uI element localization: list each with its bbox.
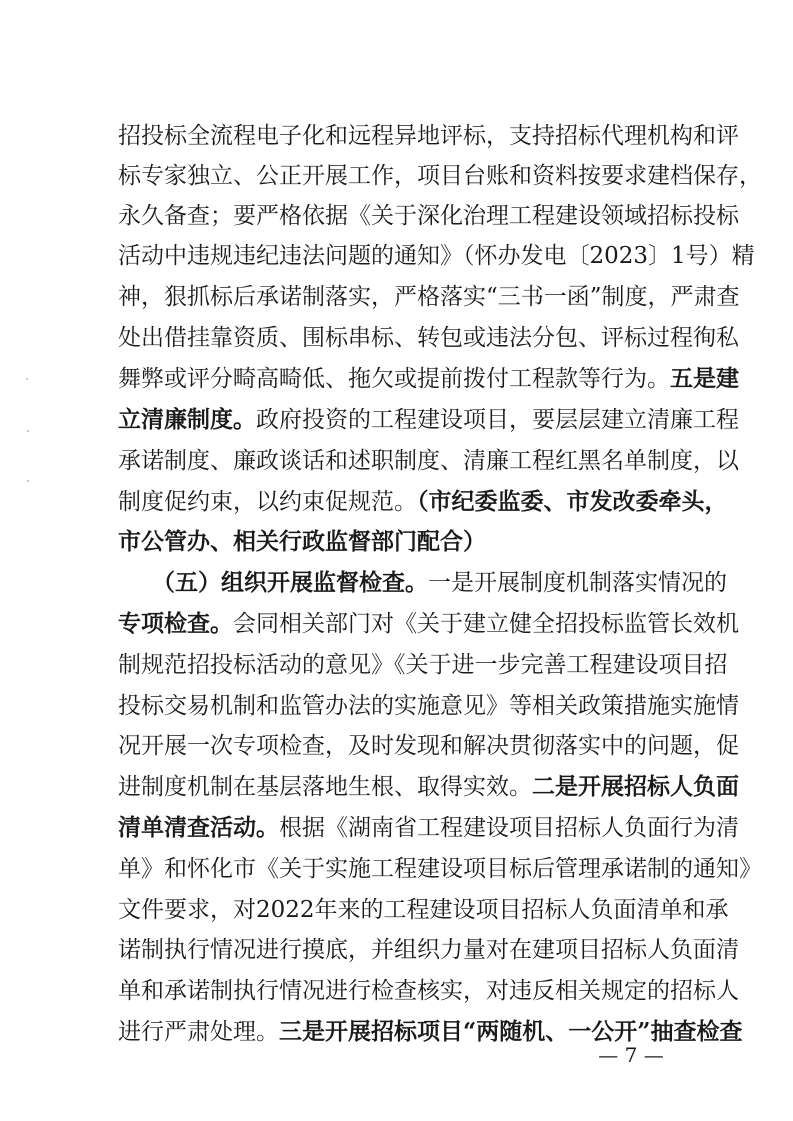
text-line: [118, 851, 762, 887]
text-line: [118, 769, 739, 805]
scan-speck: [27, 430, 29, 432]
text-segment: 进行严肃处理。: [118, 1019, 279, 1045]
text-segment: 神，狠抓标后承诺制落实，严格落实“三书一函”制度，严肃查: [118, 284, 740, 310]
text-line: [118, 973, 739, 1009]
text-line: [118, 688, 739, 724]
text-line: [152, 565, 727, 601]
bold-text-segment: 专项检查。: [118, 610, 233, 637]
text-segment: 单和承诺制执行情况进行检查核实，对违反相关规定的招标人: [118, 978, 739, 1004]
text-segment: 活动中违规违纪违法问题的通知》（怀办发电〔2023〕1号）精: [118, 243, 755, 269]
bold-text-segment: 立清廉制度。: [118, 406, 256, 433]
text-line: [118, 118, 739, 154]
text-segment: 舞弊或评分畸高畸低、拖欠或提前拨付工程款等行为。: [118, 366, 670, 392]
text-line: [118, 892, 729, 928]
bold-text-segment: 五是建: [670, 365, 739, 392]
text-line: [118, 932, 739, 968]
text-segment: 一是开展制度机制落实情况的: [428, 570, 727, 596]
text-line: [118, 320, 739, 356]
text-line: [118, 238, 755, 274]
text-segment: 投标交易机制和监管办法的实施意见》等相关政策措施实施情: [118, 693, 739, 719]
text-segment: 会同相关部门对《关于建立健全招投标监管长效机: [233, 611, 739, 637]
text-line: [118, 810, 739, 846]
bold-text-segment: 市公管办、相关行政监督部门配合）: [118, 528, 486, 555]
text-segment: 制度促约束，以约束促规范。: [118, 489, 417, 515]
scan-speck: [26, 378, 28, 380]
text-segment: 招投标全流程电子化和远程异地评标，支持招标代理机构和评: [118, 123, 739, 149]
text-line: [118, 484, 728, 520]
text-segment: 进制度机制在基层落地生根、取得实效。: [118, 774, 532, 800]
text-line: [118, 606, 739, 642]
text-line: [118, 443, 739, 479]
text-segment: 根据《湖南省工程建设项目招标人负面行为清: [279, 815, 739, 841]
text-line: [118, 647, 728, 683]
bold-text-segment: 清单清查活动。: [118, 814, 279, 841]
text-segment: 诺制执行情况进行摸底，并组织力量对在建项目招标人负面清: [118, 937, 739, 963]
text-segment: 政府投资的工程建设项目，要层层建立清廉工程: [256, 407, 739, 433]
text-segment: 处出借挂靠资质、围标串标、转包或违法分包、评标过程徇私: [118, 325, 739, 351]
text-line: [118, 524, 678, 560]
text-segment: 文件要求，对2022年来的工程建设项目招标人负面清单和承: [118, 897, 729, 923]
text-line: [118, 361, 739, 397]
text-line: [118, 198, 739, 234]
text-segment: 永久备查；要严格依据《关于深化治理工程建设领域招标投标: [118, 203, 739, 229]
bold-text-segment: （市纪委监委、市发改委牵头，: [417, 488, 728, 515]
text-segment: 承诺制度、廉政谈话和述职制度、清廉工程红黑名单制度，以: [118, 448, 739, 474]
text-line: [118, 279, 740, 315]
text-line: [118, 158, 762, 194]
page-number: — 7 —: [598, 1043, 664, 1067]
text-line: [118, 728, 739, 764]
text-segment: 制规范招投标活动的意见》《关于进一步完善工程建设项目招: [118, 652, 728, 678]
bold-text-segment: 二是开展招标人负面: [532, 773, 739, 800]
bold-text-segment: （五）组织开展监督检查。: [152, 569, 428, 596]
text-segment: 单》和怀化市《关于实施工程建设项目标后管理承诺制的通知》: [118, 856, 762, 882]
scan-speck: [27, 480, 29, 482]
text-segment: 标专家独立、公正开展工作，项目台账和资料按要求建档保存，: [118, 163, 762, 189]
bold-text-segment: 三是开展招标项目“两随机、一公开”抽查检查: [279, 1018, 743, 1045]
text-line: [118, 402, 739, 438]
text-line: [118, 1014, 743, 1050]
text-segment: 况开展一次专项检查，及时发现和解决贯彻落实中的问题，促: [118, 733, 739, 759]
